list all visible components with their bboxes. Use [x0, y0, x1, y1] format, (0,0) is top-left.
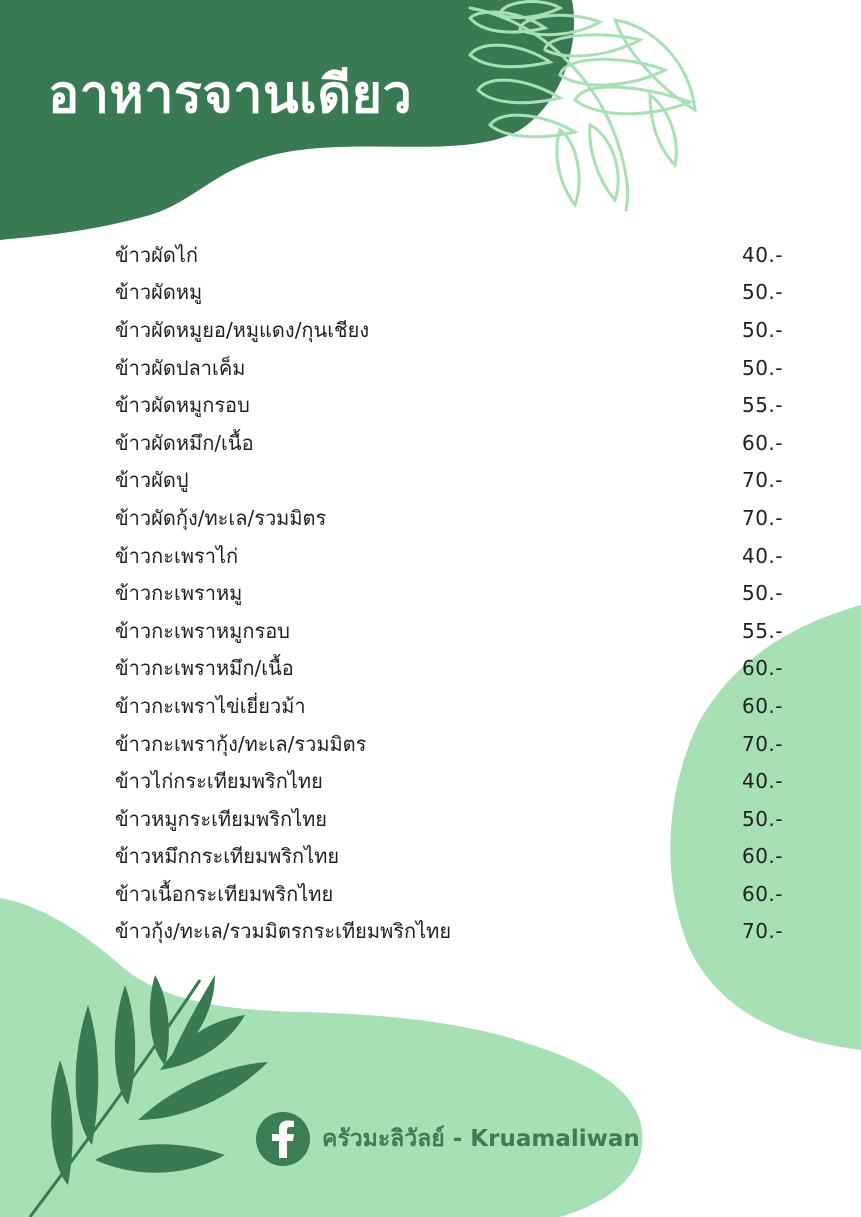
menu-item-name: ข้าวกะเพราหมู — [115, 581, 243, 606]
menu-item-price: 50.- — [741, 581, 783, 606]
menu-item-name: ข้าวผัดหมู — [115, 280, 203, 305]
menu-item — [115, 612, 783, 650]
menu-item — [115, 349, 783, 387]
menu-item — [115, 274, 783, 312]
menu-item-name: ข้าวผัดหมึก/เนื้อ — [115, 430, 254, 455]
menu-item-price: 50.- — [741, 280, 783, 305]
menu-item-name: ข้าวผัดปลาเค็ม — [115, 355, 246, 380]
menu-item — [115, 462, 783, 500]
menu-item-price: 70.- — [741, 919, 783, 944]
page-title: อาหารจานเดียว — [48, 65, 413, 125]
facebook-f-glyph — [270, 1120, 296, 1158]
menu-item-name: ข้าวผัดปู — [115, 468, 189, 493]
menu-item — [115, 424, 783, 462]
menu-item — [115, 650, 783, 688]
menu-item-name: ข้าวกะเพราไข่เยี่ยวม้า — [115, 693, 306, 718]
menu-item-name: ข้าวกะเพราไก่ — [115, 543, 239, 568]
menu-item — [115, 386, 783, 424]
menu-item — [115, 311, 783, 349]
menu-item-price: 60.- — [741, 693, 783, 718]
menu-item — [115, 687, 783, 725]
menu-item-name: ข้าวกะเพราหมึก/เนื้อ — [115, 656, 294, 681]
menu-item-price: 50.- — [741, 355, 783, 380]
menu-item-price: 40.- — [741, 543, 783, 568]
menu-item-price: 40.- — [741, 769, 783, 794]
menu-item — [115, 875, 783, 913]
menu-item — [115, 913, 783, 951]
menu-item-price: 60.- — [741, 844, 783, 869]
menu-item — [115, 762, 783, 800]
menu-item-name: ข้าวหมึกกระเทียมพริกไทย — [115, 844, 340, 869]
menu-item — [115, 574, 783, 612]
menu-item-name: ข้าวผัดหมูกรอบ — [115, 393, 250, 418]
menu-item-price: 40.- — [741, 242, 783, 267]
menu-item-price: 60.- — [741, 881, 783, 906]
menu-item-price: 70.- — [741, 731, 783, 756]
menu-item-name: ข้าวผัดกุ้ง/ทะเล/รวมมิตร — [115, 505, 327, 530]
menu-item-price: 60.- — [741, 656, 783, 681]
menu-item — [115, 725, 783, 763]
menu-item-price: 55.- — [741, 393, 783, 418]
menu-item-price: 70.- — [741, 468, 783, 493]
menu-item-name: ข้าวหมูกระเทียมพริกไทย — [115, 806, 328, 831]
menu-item-price: 55.- — [741, 618, 783, 643]
menu-item — [115, 800, 783, 838]
menu-item-name: ข้าวกะเพราหมูกรอบ — [115, 618, 290, 643]
menu-item-name: ข้าวเนื้อกระเทียมพริกไทย — [115, 881, 334, 906]
footer-page-name[interactable]: ครัวมะลิวัลย์ - Kruamaliwan — [322, 1126, 640, 1152]
menu-item-name: ข้าวกะเพรากุ้ง/ทะเล/รวมมิตร — [115, 731, 367, 756]
menu-item-name: ข้าวไก่กระเทียมพริกไทย — [115, 769, 323, 794]
menu-item-name: ข้าวกุ้ง/ทะเล/รวมมิตรกระเทียมพริกไทย — [115, 919, 452, 944]
menu-item-price: 50.- — [741, 317, 783, 342]
menu-list — [115, 236, 783, 950]
menu-item-name: ข้าวผัดไก่ — [115, 242, 199, 267]
menu-item-price: 50.- — [741, 806, 783, 831]
facebook-icon[interactable] — [256, 1112, 310, 1166]
menu-item-name: ข้าวผัดหมูยอ/หมูแดง/กุนเชียง — [115, 317, 370, 342]
menu-item — [115, 499, 783, 537]
menu-item — [115, 838, 783, 876]
menu-item — [115, 537, 783, 575]
footer — [256, 1111, 640, 1167]
menu-item-price: 60.- — [741, 430, 783, 455]
menu-item-price: 70.- — [741, 505, 783, 530]
menu-item — [115, 236, 783, 274]
